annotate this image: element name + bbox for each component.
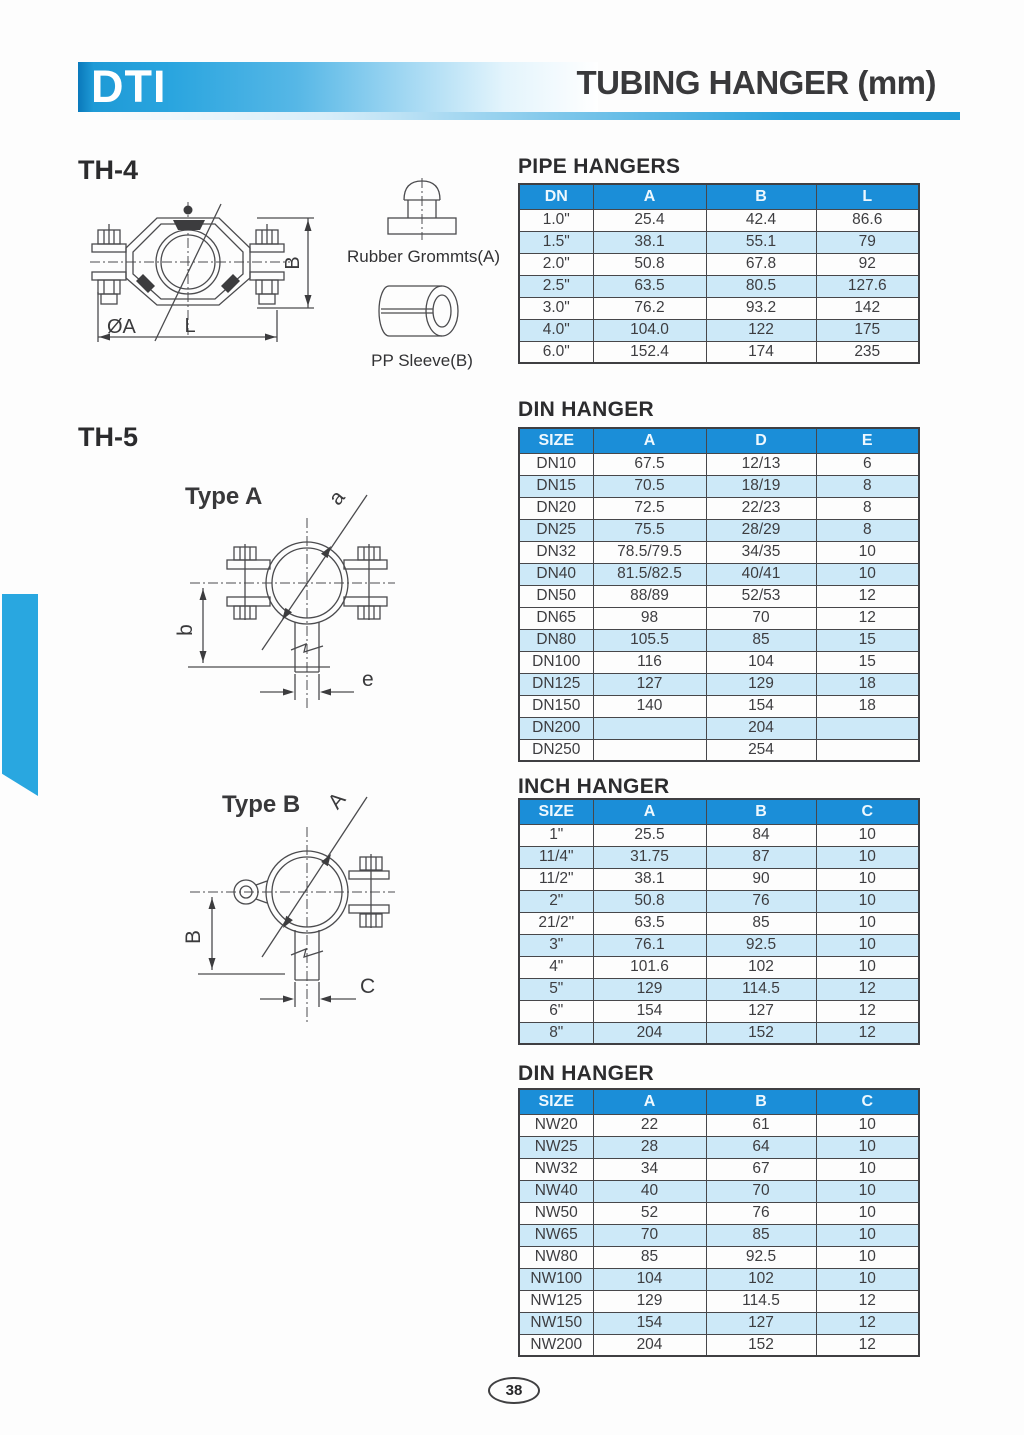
table-row xyxy=(519,231,919,253)
table-cell: 140 xyxy=(593,695,706,717)
table-row xyxy=(519,651,919,673)
inch-hanger-table xyxy=(518,798,918,1045)
table-cell: 127 xyxy=(706,1000,816,1022)
table-cell: 10 xyxy=(816,890,919,912)
table-cell: 70 xyxy=(706,1180,816,1202)
table-row xyxy=(519,297,919,319)
table-row xyxy=(519,319,919,341)
table-cell: 85 xyxy=(706,1224,816,1246)
table-cell: 67.8 xyxy=(706,253,816,275)
table-row xyxy=(519,978,919,1000)
table-cell: 10 xyxy=(816,1136,919,1158)
table-cell: 92 xyxy=(816,253,919,275)
column-header: E xyxy=(816,428,919,453)
pipe-hangers-table xyxy=(518,183,918,364)
table-cell: 92.5 xyxy=(706,1246,816,1268)
table-cell: 4.0" xyxy=(519,319,593,341)
table-cell: 127 xyxy=(706,1312,816,1334)
table-cell: 38.1 xyxy=(593,868,706,890)
table-cell: 10 xyxy=(816,912,919,934)
table-cell: DN65 xyxy=(519,607,593,629)
table-cell: 4" xyxy=(519,956,593,978)
table-cell: NW32 xyxy=(519,1158,593,1180)
table-cell: 86.6 xyxy=(816,209,919,231)
table-cell: 102 xyxy=(706,1268,816,1290)
table-cell: 5" xyxy=(519,978,593,1000)
table-cell: 129 xyxy=(593,978,706,1000)
table-cell: 55.1 xyxy=(706,231,816,253)
table-cell: 3" xyxy=(519,934,593,956)
column-header: B xyxy=(706,1089,816,1114)
table-row xyxy=(519,934,919,956)
column-header: SIZE xyxy=(519,1089,593,1114)
table-cell: 18/19 xyxy=(706,475,816,497)
table-cell: 8 xyxy=(816,519,919,541)
table-cell: 1" xyxy=(519,824,593,846)
table-cell: 76.2 xyxy=(593,297,706,319)
table-cell: 204 xyxy=(593,1022,706,1044)
table-cell: 12 xyxy=(816,585,919,607)
table-row xyxy=(519,453,919,475)
table-cell: 25.5 xyxy=(593,824,706,846)
section-label-th5: TH-5 xyxy=(78,422,138,452)
clamp-body xyxy=(126,206,250,306)
table-cell: 63.5 xyxy=(593,275,706,297)
table-cell: 67 xyxy=(706,1158,816,1180)
table-cell: 75.5 xyxy=(593,519,706,541)
table-cell: 116 xyxy=(593,651,706,673)
table-cell: 10 xyxy=(816,1268,919,1290)
table-cell: 92.5 xyxy=(706,934,816,956)
table-cell: 10 xyxy=(816,956,919,978)
type-a-label: Type A xyxy=(185,483,263,510)
dimension-e-horizontal xyxy=(260,668,374,700)
table-row xyxy=(519,1158,919,1180)
table-row xyxy=(519,1022,919,1044)
th5-type-b-drawing xyxy=(130,772,460,1037)
dim-label-a: a xyxy=(324,485,350,510)
table-cell: NW40 xyxy=(519,1180,593,1202)
table-cell: DN250 xyxy=(519,739,593,761)
table-row xyxy=(519,868,919,890)
table-row xyxy=(519,912,919,934)
table-row xyxy=(519,1290,919,1312)
table-cell: 28 xyxy=(593,1136,706,1158)
table-cell: 1.0" xyxy=(519,209,593,231)
table-cell: 10 xyxy=(816,1114,919,1136)
table-cell: 104.0 xyxy=(593,319,706,341)
table-cell: 152 xyxy=(706,1022,816,1044)
table-row xyxy=(519,275,919,297)
table-cell: 22/23 xyxy=(706,497,816,519)
table-row xyxy=(519,541,919,563)
column-header: C xyxy=(816,1089,919,1114)
table-row xyxy=(519,563,919,585)
table-cell: 28/29 xyxy=(706,519,816,541)
th4-clamp-drawing xyxy=(85,190,315,342)
din-hanger-table-2 xyxy=(518,1088,918,1357)
table-cell: 12 xyxy=(816,1312,919,1334)
table-cell: DN150 xyxy=(519,695,593,717)
table-cell: 1.5" xyxy=(519,231,593,253)
table-cell: 10 xyxy=(816,1246,919,1268)
table-row xyxy=(519,1312,919,1334)
table-cell: 50.8 xyxy=(593,890,706,912)
table-header-row xyxy=(519,799,919,824)
dimension-a-diagonal xyxy=(262,486,367,650)
table-cell: NW25 xyxy=(519,1136,593,1158)
table-cell: 122 xyxy=(706,319,816,341)
table-row xyxy=(519,1268,919,1290)
table-cell: 50.8 xyxy=(593,253,706,275)
table-cell: DN32 xyxy=(519,541,593,563)
rubber-grommet-drawing xyxy=(382,178,462,240)
table-cell: 81.5/82.5 xyxy=(593,563,706,585)
table-cell xyxy=(816,739,919,761)
table-row xyxy=(519,475,919,497)
table-cell: NW200 xyxy=(519,1334,593,1356)
table-cell: 2" xyxy=(519,890,593,912)
brand-logo-text: DTI xyxy=(91,61,167,112)
table-cell: 22 xyxy=(593,1114,706,1136)
bolt-right xyxy=(358,544,380,620)
side-index-tab xyxy=(2,594,38,796)
table-row xyxy=(519,1136,919,1158)
column-header: A xyxy=(593,1089,706,1114)
table-cell: 154 xyxy=(593,1000,706,1022)
table-cell: 34/35 xyxy=(706,541,816,563)
table-cell: 152 xyxy=(706,1334,816,1356)
table-row xyxy=(519,497,919,519)
bolt-right xyxy=(360,854,382,928)
table-row xyxy=(519,695,919,717)
table-cell: 42.4 xyxy=(706,209,816,231)
table-cell: NW100 xyxy=(519,1268,593,1290)
bolt-left xyxy=(98,224,120,304)
table-cell: 12/13 xyxy=(706,453,816,475)
table-cell: 10 xyxy=(816,1224,919,1246)
table-cell: 10 xyxy=(816,846,919,868)
table-cell: 12 xyxy=(816,1290,919,1312)
table-cell: DN50 xyxy=(519,585,593,607)
table-row xyxy=(519,1180,919,1202)
table-cell: 87 xyxy=(706,846,816,868)
table-cell: 25.4 xyxy=(593,209,706,231)
table-cell: 127 xyxy=(593,673,706,695)
bolt-left xyxy=(234,544,256,620)
table-cell: DN125 xyxy=(519,673,593,695)
table-cell: 129 xyxy=(706,673,816,695)
table-cell: 3.0" xyxy=(519,297,593,319)
table-cell: 40/41 xyxy=(706,563,816,585)
table-cell: 31.75 xyxy=(593,846,706,868)
table-row xyxy=(519,629,919,651)
column-header: C xyxy=(816,799,919,824)
table-cell: 154 xyxy=(706,695,816,717)
table-cell: 85 xyxy=(706,912,816,934)
table-cell: DN40 xyxy=(519,563,593,585)
table-cell: 101.6 xyxy=(593,956,706,978)
table-header-row xyxy=(519,184,919,209)
table-cell: 98 xyxy=(593,607,706,629)
type-b-label: Type B xyxy=(222,791,301,818)
table-cell: 10 xyxy=(816,824,919,846)
table-cell: 254 xyxy=(706,739,816,761)
table-row xyxy=(519,341,919,363)
dim-label-a: A xyxy=(323,788,351,814)
table-cell: 102 xyxy=(706,956,816,978)
dim-label-c: C xyxy=(360,975,376,998)
table-cell xyxy=(816,717,919,739)
page-title: TUBING HANGER (mm) xyxy=(576,64,936,101)
table-header-row xyxy=(519,428,919,453)
column-header: L xyxy=(816,184,919,209)
table-cell: 142 xyxy=(816,297,919,319)
table-cell: 10 xyxy=(816,1202,919,1224)
table-cell: 40 xyxy=(593,1180,706,1202)
column-header: A xyxy=(593,428,706,453)
table-cell: 11/2" xyxy=(519,868,593,890)
table-cell: NW50 xyxy=(519,1202,593,1224)
column-header: A xyxy=(593,799,706,824)
table-cell: DN10 xyxy=(519,453,593,475)
table-cell: 204 xyxy=(593,1334,706,1356)
table-cell: DN25 xyxy=(519,519,593,541)
table-cell: 63.5 xyxy=(593,912,706,934)
table-row xyxy=(519,209,919,231)
dim-label-oa: ØA xyxy=(107,316,136,338)
dim-label-b: B xyxy=(282,256,304,270)
table-row xyxy=(519,519,919,541)
table-cell: 6" xyxy=(519,1000,593,1022)
table-cell xyxy=(593,717,706,739)
table-cell: 18 xyxy=(816,673,919,695)
table-cell: 61 xyxy=(706,1114,816,1136)
table-cell: NW65 xyxy=(519,1224,593,1246)
column-header: SIZE xyxy=(519,428,593,453)
table-cell: 34 xyxy=(593,1158,706,1180)
table-row xyxy=(519,846,919,868)
table-cell xyxy=(593,739,706,761)
table-row xyxy=(519,1334,919,1356)
column-header: B xyxy=(706,184,816,209)
column-header: D xyxy=(706,428,816,453)
dim-label-b: b xyxy=(174,624,197,636)
table-row xyxy=(519,607,919,629)
table-cell: 8" xyxy=(519,1022,593,1044)
table-cell: 175 xyxy=(816,319,919,341)
column-header: B xyxy=(706,799,816,824)
table-cell: 85 xyxy=(706,629,816,651)
table-cell: 64 xyxy=(706,1136,816,1158)
table-cell: DN15 xyxy=(519,475,593,497)
table-row xyxy=(519,673,919,695)
table-cell: 127.6 xyxy=(816,275,919,297)
table-cell: 10 xyxy=(816,541,919,563)
table-cell: 104 xyxy=(593,1268,706,1290)
table-row xyxy=(519,1114,919,1136)
dim-label-l: L xyxy=(184,315,196,337)
table-cell: 84 xyxy=(706,824,816,846)
table-title-pipe-hangers: PIPE HANGERS xyxy=(518,155,681,178)
pp-sleeve-drawing xyxy=(372,280,468,342)
table-cell: 76 xyxy=(706,890,816,912)
table-cell: 174 xyxy=(706,341,816,363)
table-cell: 10 xyxy=(816,1180,919,1202)
table-row xyxy=(519,253,919,275)
column-header: SIZE xyxy=(519,799,593,824)
table-cell: 12 xyxy=(816,1334,919,1356)
table-cell: 93.2 xyxy=(706,297,816,319)
table-cell: 10 xyxy=(816,563,919,585)
table-row xyxy=(519,1224,919,1246)
table-cell: NW80 xyxy=(519,1246,593,1268)
table-cell: 80.5 xyxy=(706,275,816,297)
table-row xyxy=(519,1246,919,1268)
table-cell: 18 xyxy=(816,695,919,717)
table-cell: 21/2" xyxy=(519,912,593,934)
table-title-din-hanger-2: DIN HANGER xyxy=(518,1062,655,1085)
table-cell: 70 xyxy=(593,1224,706,1246)
table-cell: 204 xyxy=(706,717,816,739)
table-cell: 52/53 xyxy=(706,585,816,607)
table-cell: 11/4" xyxy=(519,846,593,868)
table-cell: 12 xyxy=(816,607,919,629)
table-cell: 38.1 xyxy=(593,231,706,253)
table-cell: NW125 xyxy=(519,1290,593,1312)
table-cell: 12 xyxy=(816,978,919,1000)
table-cell: 10 xyxy=(816,1158,919,1180)
table-row xyxy=(519,585,919,607)
table-cell: 88/89 xyxy=(593,585,706,607)
table-cell: 12 xyxy=(816,1022,919,1044)
table-header-row xyxy=(519,1089,919,1114)
column-header: DN xyxy=(519,184,593,209)
table-cell: 114.5 xyxy=(706,978,816,1000)
table-cell: 90 xyxy=(706,868,816,890)
table-cell: 15 xyxy=(816,651,919,673)
table-cell: 105.5 xyxy=(593,629,706,651)
table-cell: 12 xyxy=(816,1000,919,1022)
table-cell: 6 xyxy=(816,453,919,475)
table-cell: 8 xyxy=(816,497,919,519)
table-cell: 76.1 xyxy=(593,934,706,956)
table-cell: 72.5 xyxy=(593,497,706,519)
table-row xyxy=(519,739,919,761)
rubber-grommet-label: Rubber Grommts(A) xyxy=(346,247,501,266)
table-cell: 235 xyxy=(816,341,919,363)
table-cell: DN80 xyxy=(519,629,593,651)
table-cell: 76 xyxy=(706,1202,816,1224)
table-cell: DN20 xyxy=(519,497,593,519)
table-title-din-hanger-1: DIN HANGER xyxy=(518,398,655,421)
brand-logo-bar xyxy=(78,62,598,112)
pp-sleeve-label: PP Sleeve(B) xyxy=(371,351,473,370)
table-row xyxy=(519,717,919,739)
column-header: A xyxy=(593,184,706,209)
table-cell: 10 xyxy=(816,868,919,890)
table-cell: DN100 xyxy=(519,651,593,673)
table-cell: 154 xyxy=(593,1312,706,1334)
dim-label-b: B xyxy=(182,929,205,945)
th5-type-a-drawing xyxy=(130,460,460,710)
table-cell: 78.5/79.5 xyxy=(593,541,706,563)
table-cell: 70.5 xyxy=(593,475,706,497)
table-row xyxy=(519,1000,919,1022)
table-cell: 2.0" xyxy=(519,253,593,275)
header-rule xyxy=(86,112,960,120)
table-row xyxy=(519,956,919,978)
table-row xyxy=(519,890,919,912)
din-hanger-table-1 xyxy=(518,427,918,762)
table-cell: 52 xyxy=(593,1202,706,1224)
table-row xyxy=(519,824,919,846)
table-row xyxy=(519,1202,919,1224)
section-label-th4: TH-4 xyxy=(78,155,138,185)
table-cell: 6.0" xyxy=(519,341,593,363)
table-cell: 152.4 xyxy=(593,341,706,363)
table-cell: 2.5" xyxy=(519,275,593,297)
table-cell: 10 xyxy=(816,934,919,956)
table-cell: 70 xyxy=(706,607,816,629)
table-cell: 114.5 xyxy=(706,1290,816,1312)
table-cell: 129 xyxy=(593,1290,706,1312)
bolt-right xyxy=(256,224,278,304)
table-cell: NW150 xyxy=(519,1312,593,1334)
page-number-badge: 38 xyxy=(488,1377,540,1404)
table-cell: 85 xyxy=(593,1246,706,1268)
table-cell: DN200 xyxy=(519,717,593,739)
table-cell: 79 xyxy=(816,231,919,253)
table-title-inch-hanger: INCH HANGER xyxy=(518,775,670,798)
table-cell: 15 xyxy=(816,629,919,651)
table-cell: 8 xyxy=(816,475,919,497)
table-cell: 67.5 xyxy=(593,453,706,475)
table-cell: 104 xyxy=(706,651,816,673)
table-cell: NW20 xyxy=(519,1114,593,1136)
dim-label-e: e xyxy=(362,668,374,691)
